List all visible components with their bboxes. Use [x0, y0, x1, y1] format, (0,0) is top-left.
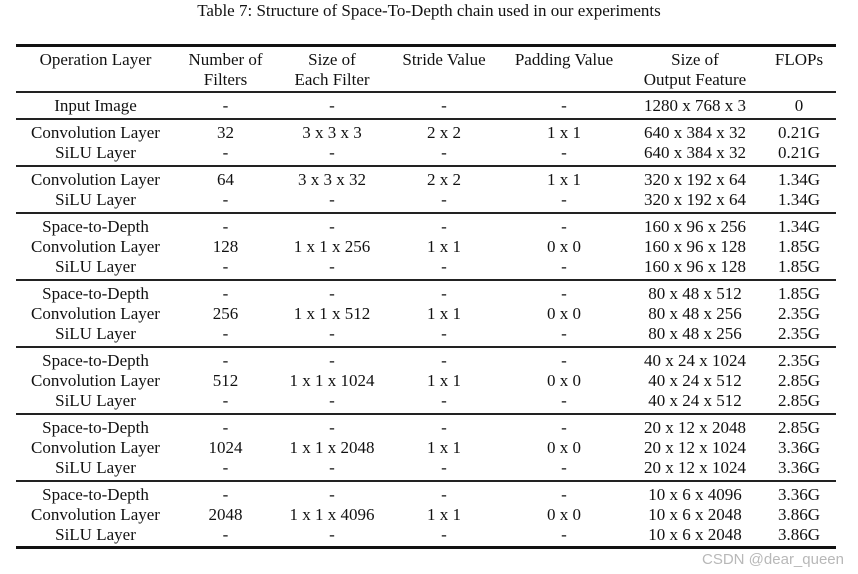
cell-stride-value: -	[441, 351, 447, 370]
cell-number-of-filters: -	[222, 485, 229, 504]
table-row	[16, 391, 836, 414]
cell-output-feature-size: 160 x 96 x 256	[644, 217, 746, 236]
cell-operation-layer: Convolution Layer	[31, 438, 160, 457]
cell-flops: 1.34G	[777, 170, 821, 189]
cell-size-of-each-filter: 1 x 1 x 1024	[289, 371, 375, 390]
cell-flops: 2.85G	[762, 391, 836, 414]
table-row	[16, 237, 836, 257]
cell-stride-value: -	[388, 257, 500, 280]
cell-operation-layer: Space-to-Depth	[42, 217, 149, 236]
cell-stride-value: -	[388, 190, 500, 213]
cell-size-of-each-filter: -	[329, 418, 335, 437]
header-size-of-each-filter: Size of Each Filter	[276, 50, 388, 92]
cell-flops: 2.35G	[777, 304, 821, 323]
cell-padding-value: -	[500, 257, 628, 280]
cell-size-of-each-filter: -	[276, 458, 388, 481]
cell-flops: 3.86G	[777, 505, 821, 524]
table-row	[16, 213, 836, 237]
cell-padding-value: 0 x 0	[547, 304, 581, 323]
cell-stride-value: -	[441, 485, 447, 504]
cell-padding-value: 1 x 1	[547, 123, 581, 142]
cell-flops: 1.85G	[777, 237, 821, 256]
cell-number-of-filters: -	[222, 351, 229, 370]
cell-stride-value: -	[388, 92, 500, 119]
cell-output-feature-size: 10 x 6 x 4096	[648, 485, 742, 504]
cell-size-of-each-filter: 1 x 1 x 512	[293, 304, 371, 323]
table-row	[16, 257, 836, 280]
cell-number-of-filters: -	[222, 418, 229, 437]
cell-number-of-filters: -	[175, 324, 276, 347]
cell-stride-value: 2 x 2	[427, 170, 461, 189]
cell-flops: 3.36G	[777, 438, 821, 457]
cell-operation-layer: Space-to-Depth	[42, 485, 149, 504]
cell-stride-value: -	[441, 284, 447, 303]
cell-padding-value: -	[561, 418, 567, 437]
cell-stride-value: 1 x 1	[427, 505, 461, 524]
cell-stride-value: -	[441, 418, 447, 437]
cell-output-feature-size: 40 x 24 x 512	[628, 391, 762, 414]
cell-operation-layer: Convolution Layer	[31, 170, 160, 189]
cell-size-of-each-filter: 3 x 3 x 3	[302, 123, 362, 142]
cell-flops: 3.36G	[762, 458, 836, 481]
cell-output-feature-size: 40 x 24 x 1024	[644, 351, 746, 370]
cell-operation-layer: Convolution Layer	[31, 505, 160, 524]
cell-padding-value: 0 x 0	[547, 371, 581, 390]
table-row	[16, 414, 836, 438]
cell-operation-layer: SiLU Layer	[16, 324, 175, 347]
table-row	[16, 143, 836, 166]
table-row-group	[16, 481, 836, 548]
cell-operation-layer: Space-to-Depth	[42, 284, 149, 303]
cell-number-of-filters: 2048	[208, 505, 243, 524]
cell-output-feature-size: 20 x 12 x 1024	[644, 438, 746, 457]
table-row	[16, 166, 836, 190]
cell-padding-value: 0 x 0	[547, 237, 581, 256]
cell-flops: 1.34G	[762, 190, 836, 213]
cell-number-of-filters: 64	[217, 170, 234, 189]
header-stride-value: Stride Value	[388, 50, 500, 92]
cell-size-of-each-filter: 1 x 1 x 4096	[289, 505, 375, 524]
watermark: CSDN @dear_queen	[702, 551, 844, 568]
cell-stride-value: 1 x 1	[427, 237, 461, 256]
cell-number-of-filters: 256	[212, 304, 239, 323]
table-row	[16, 347, 836, 371]
cell-number-of-filters: 512	[212, 371, 239, 390]
table-row	[16, 371, 836, 391]
table-row-group	[16, 280, 836, 347]
cell-flops: 2.35G	[762, 324, 836, 347]
header-operation-layer: Operation Layer	[16, 50, 175, 92]
cell-padding-value: -	[500, 458, 628, 481]
table-row	[16, 481, 836, 505]
cell-size-of-each-filter: 1 x 1 x 256	[293, 237, 371, 256]
table-row	[16, 280, 836, 304]
cell-size-of-each-filter: -	[329, 284, 335, 303]
cell-stride-value: 1 x 1	[427, 304, 461, 323]
table-row-group	[16, 213, 836, 280]
cell-flops: 0.21G	[777, 123, 821, 142]
cell-output-feature-size: 1280 x 768 x 3	[628, 92, 762, 119]
cell-output-feature-size: 160 x 96 x 128	[628, 257, 762, 280]
table-row	[16, 304, 836, 324]
cell-output-feature-size: 10 x 6 x 2048	[628, 525, 762, 548]
cell-operation-layer: Space-to-Depth	[42, 418, 149, 437]
cell-output-feature-size: 20 x 12 x 1024	[628, 458, 762, 481]
header-padding-value: Padding Value	[500, 50, 628, 92]
cell-number-of-filters: 128	[212, 237, 239, 256]
cell-flops: 1.85G	[777, 284, 821, 303]
cell-flops: 2.35G	[777, 351, 821, 370]
cell-output-feature-size: 80 x 48 x 512	[648, 284, 742, 303]
cell-operation-layer: Input Image	[16, 92, 175, 119]
cell-padding-value: 0 x 0	[547, 505, 581, 524]
cell-number-of-filters: 1024	[208, 438, 243, 457]
cell-number-of-filters: -	[175, 257, 276, 280]
cell-padding-value: -	[500, 92, 628, 119]
cell-size-of-each-filter: -	[276, 391, 388, 414]
cell-number-of-filters: -	[175, 92, 276, 119]
cell-number-of-filters: -	[175, 391, 276, 414]
cell-number-of-filters: -	[175, 190, 276, 213]
cell-flops: 2.85G	[777, 418, 821, 437]
cell-output-feature-size: 640 x 384 x 32	[644, 123, 746, 142]
table-row	[16, 92, 836, 119]
cell-size-of-each-filter: -	[329, 351, 335, 370]
cell-padding-value: -	[500, 190, 628, 213]
cell-number-of-filters: 32	[217, 123, 234, 142]
cell-stride-value: -	[388, 324, 500, 347]
cell-operation-layer: Convolution Layer	[31, 371, 160, 390]
cell-operation-layer: Convolution Layer	[31, 123, 160, 142]
cell-padding-value: -	[561, 284, 567, 303]
table-row-group	[16, 414, 836, 481]
cell-flops: 3.36G	[777, 485, 821, 504]
cell-size-of-each-filter: -	[329, 485, 335, 504]
cell-output-feature-size: 40 x 24 x 512	[648, 371, 742, 390]
cell-padding-value: 0 x 0	[547, 438, 581, 457]
cell-output-feature-size: 20 x 12 x 2048	[644, 418, 746, 437]
table-row	[16, 505, 836, 525]
cell-flops: 0.21G	[762, 143, 836, 166]
table-top-rule	[16, 44, 836, 47]
header-size-of-output-feature: Size of Output Feature	[628, 50, 762, 92]
cell-size-of-each-filter: -	[276, 143, 388, 166]
cell-size-of-each-filter: 1 x 1 x 2048	[289, 438, 375, 457]
cell-output-feature-size: 640 x 384 x 32	[628, 143, 762, 166]
cell-stride-value: -	[388, 525, 500, 548]
cell-padding-value: -	[500, 324, 628, 347]
header-flops: FLOPs	[762, 50, 836, 92]
cell-output-feature-size: 80 x 48 x 256	[648, 304, 742, 323]
cell-size-of-each-filter: -	[329, 217, 335, 236]
cell-output-feature-size: 80 x 48 x 256	[628, 324, 762, 347]
cell-size-of-each-filter: -	[276, 190, 388, 213]
cell-stride-value: -	[388, 391, 500, 414]
cell-number-of-filters: -	[222, 284, 229, 303]
table-row-group	[16, 119, 836, 166]
cell-flops: 1.85G	[762, 257, 836, 280]
cell-operation-layer: SiLU Layer	[16, 391, 175, 414]
cell-output-feature-size: 10 x 6 x 2048	[648, 505, 742, 524]
cell-operation-layer: SiLU Layer	[16, 190, 175, 213]
structure-table	[16, 50, 836, 549]
cell-padding-value: -	[561, 217, 567, 236]
table-row	[16, 438, 836, 458]
cell-padding-value: -	[561, 485, 567, 504]
cell-operation-layer: SiLU Layer	[16, 257, 175, 280]
cell-padding-value: -	[561, 351, 567, 370]
cell-flops: 3.86G	[762, 525, 836, 548]
cell-size-of-each-filter: -	[276, 257, 388, 280]
cell-number-of-filters: -	[175, 525, 276, 548]
table-row	[16, 190, 836, 213]
cell-operation-layer: SiLU Layer	[16, 525, 175, 548]
table-row-group	[16, 347, 836, 414]
cell-number-of-filters: -	[175, 458, 276, 481]
cell-stride-value: 1 x 1	[427, 438, 461, 457]
cell-number-of-filters: -	[175, 143, 276, 166]
cell-number-of-filters: -	[222, 217, 229, 236]
cell-output-feature-size: 320 x 192 x 64	[644, 170, 746, 189]
header-number-of-filters: Number of Filters	[175, 50, 276, 92]
cell-operation-layer: SiLU Layer	[16, 143, 175, 166]
cell-output-feature-size: 160 x 96 x 128	[644, 237, 746, 256]
table-row	[16, 525, 836, 548]
cell-size-of-each-filter: -	[276, 324, 388, 347]
table-row	[16, 119, 836, 143]
cell-stride-value: -	[388, 143, 500, 166]
cell-operation-layer: SiLU Layer	[16, 458, 175, 481]
table-row	[16, 458, 836, 481]
cell-stride-value: -	[441, 217, 447, 236]
table-header	[16, 50, 836, 92]
table-caption: Table 7: Structure of Space-To-Depth chain used in our experiments	[197, 1, 661, 20]
cell-padding-value: 1 x 1	[547, 170, 581, 189]
cell-flops: 0	[762, 92, 836, 119]
cell-stride-value: -	[388, 458, 500, 481]
cell-padding-value: -	[500, 391, 628, 414]
table-row-group	[16, 166, 836, 213]
cell-output-feature-size: 320 x 192 x 64	[628, 190, 762, 213]
cell-size-of-each-filter: -	[276, 92, 388, 119]
table-row-group	[16, 92, 836, 119]
cell-size-of-each-filter: -	[276, 525, 388, 548]
cell-flops: 2.85G	[777, 371, 821, 390]
table-row	[16, 324, 836, 347]
cell-operation-layer: Space-to-Depth	[42, 351, 149, 370]
cell-operation-layer: Convolution Layer	[31, 237, 160, 256]
cell-flops: 1.34G	[777, 217, 821, 236]
cell-padding-value: -	[500, 143, 628, 166]
cell-operation-layer: Convolution Layer	[31, 304, 160, 323]
cell-stride-value: 2 x 2	[427, 123, 461, 142]
cell-padding-value: -	[500, 525, 628, 548]
cell-size-of-each-filter: 3 x 3 x 32	[298, 170, 366, 189]
cell-stride-value: 1 x 1	[427, 371, 461, 390]
